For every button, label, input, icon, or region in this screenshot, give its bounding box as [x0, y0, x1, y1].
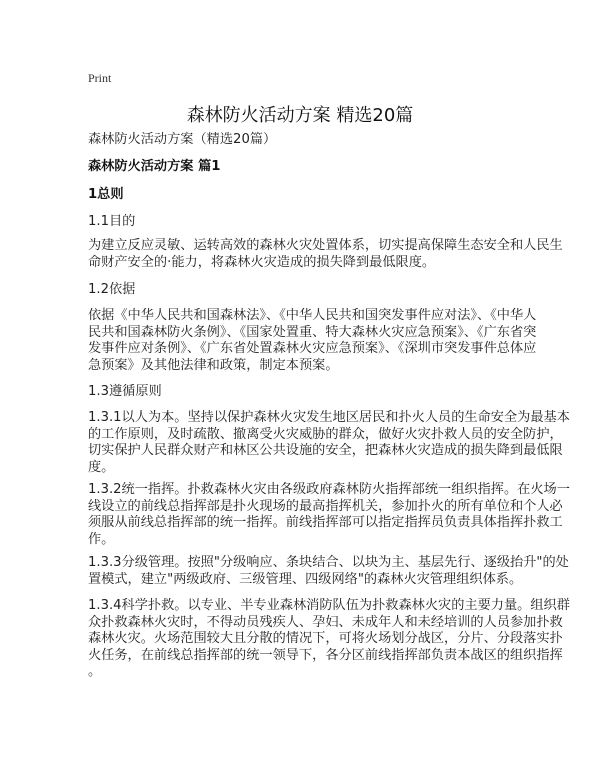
paragraph: [88, 410, 570, 476]
paragraph: [88, 598, 570, 681]
section-heading: 森林防火活动方案 篇1: [88, 159, 221, 174]
paragraph-line: 为建立反应灵敏、运转高效的森林火灾处置体系，切实提高保障生态安全和人民生: [88, 238, 563, 253]
paragraph-line: 民共和国森林防火条例》、《国家处置重、特大森林火灾应急预案》、《广东省突: [88, 324, 537, 340]
paragraph-line: 1.3.3分级管理。按照"分级响应、条块结合、以块为主、基层先行、逐级抬升"的处: [88, 555, 569, 570]
paragraph-line: 急预案》及其他法律和政策，制定本预案。: [88, 357, 339, 373]
subsection-heading: 1.3遵循原则: [88, 384, 162, 399]
paragraph-line: 命财产安全的·能力，将森林火灾造成的损失降到最低限度。: [88, 254, 436, 270]
document-title: 森林防火活动方案 精选20篇: [186, 105, 414, 126]
subsection-heading: 1.2依据: [88, 282, 136, 297]
paragraph-line: 线设立的前线总指挥部是扑火现场的最高指挥机关，参加扑火的所有单位和个人必: [88, 498, 563, 514]
paragraph-line: 众扑救森林火灾时，不得动员残疾人、孕妇、未成年人和未经培训的人员参加扑救: [88, 614, 563, 630]
paragraph-line: 作。: [88, 531, 115, 547]
paragraph-line: 须服从前线总指挥部的统一指挥。前线指挥部可以指定指挥员负责具体指挥扑救工: [88, 515, 563, 530]
print-link[interactable]: Print: [88, 71, 112, 85]
paragraph-line: 置模式，建立"两级政府、三级管理、四级网络"的森林火灾管理组织体系。: [88, 571, 523, 587]
paragraph: [88, 238, 563, 271]
paragraph-line: 依据《中华人民共和国森林法》、《中华人民共和国突发事件应对法》、《中华人: [88, 308, 537, 323]
paragraph-line: 1.3.4科学扑救。以专业、半专业森林消防队伍为扑救森林火灾的主要力量。组织群: [88, 598, 570, 613]
paragraph-line: 的工作原则，及时疏散、撤离受火灾威胁的群众，做好火灾扑救人员的安全防护，: [88, 426, 563, 442]
paragraph-line: 1.3.2统一指挥。扑救森林火灾由各级政府森林防火指挥部统一组织指挥。在火场一: [88, 482, 570, 497]
paragraph: [88, 555, 569, 588]
document-subtitle: 森林防火活动方案（精选20篇）: [88, 132, 277, 147]
paragraph-line: 发事件应对条例》、《广东省处置森林火灾应急预案》、《深圳市突发事件总体应: [88, 341, 537, 356]
paragraph: [88, 308, 537, 374]
subsection-heading: 1.1目的: [88, 214, 136, 229]
chapter-heading: 1总则: [88, 187, 124, 202]
paragraph-line: 。: [88, 664, 102, 679]
paragraph-line: 1.3.1以人为本。坚持以保护森林火灾发生地区居民和扑火人员的生命安全为最基本: [88, 410, 570, 425]
paragraph: [88, 482, 570, 548]
paragraph-line: 火任务，在前线总指挥部的统一领导下，各分区前线指挥部负责本战区的组织指挥: [88, 647, 563, 663]
paragraph-line: 度。: [88, 459, 115, 475]
paragraph-line: 森林火灾。火场范围较大且分散的情况下，可将火场划分战区，分片、分段落实扑: [88, 631, 563, 646]
paragraph-line: 切实保护人民群众财产和林区公共设施的安全，把森林火灾造成的损失降到最低限: [88, 443, 563, 458]
